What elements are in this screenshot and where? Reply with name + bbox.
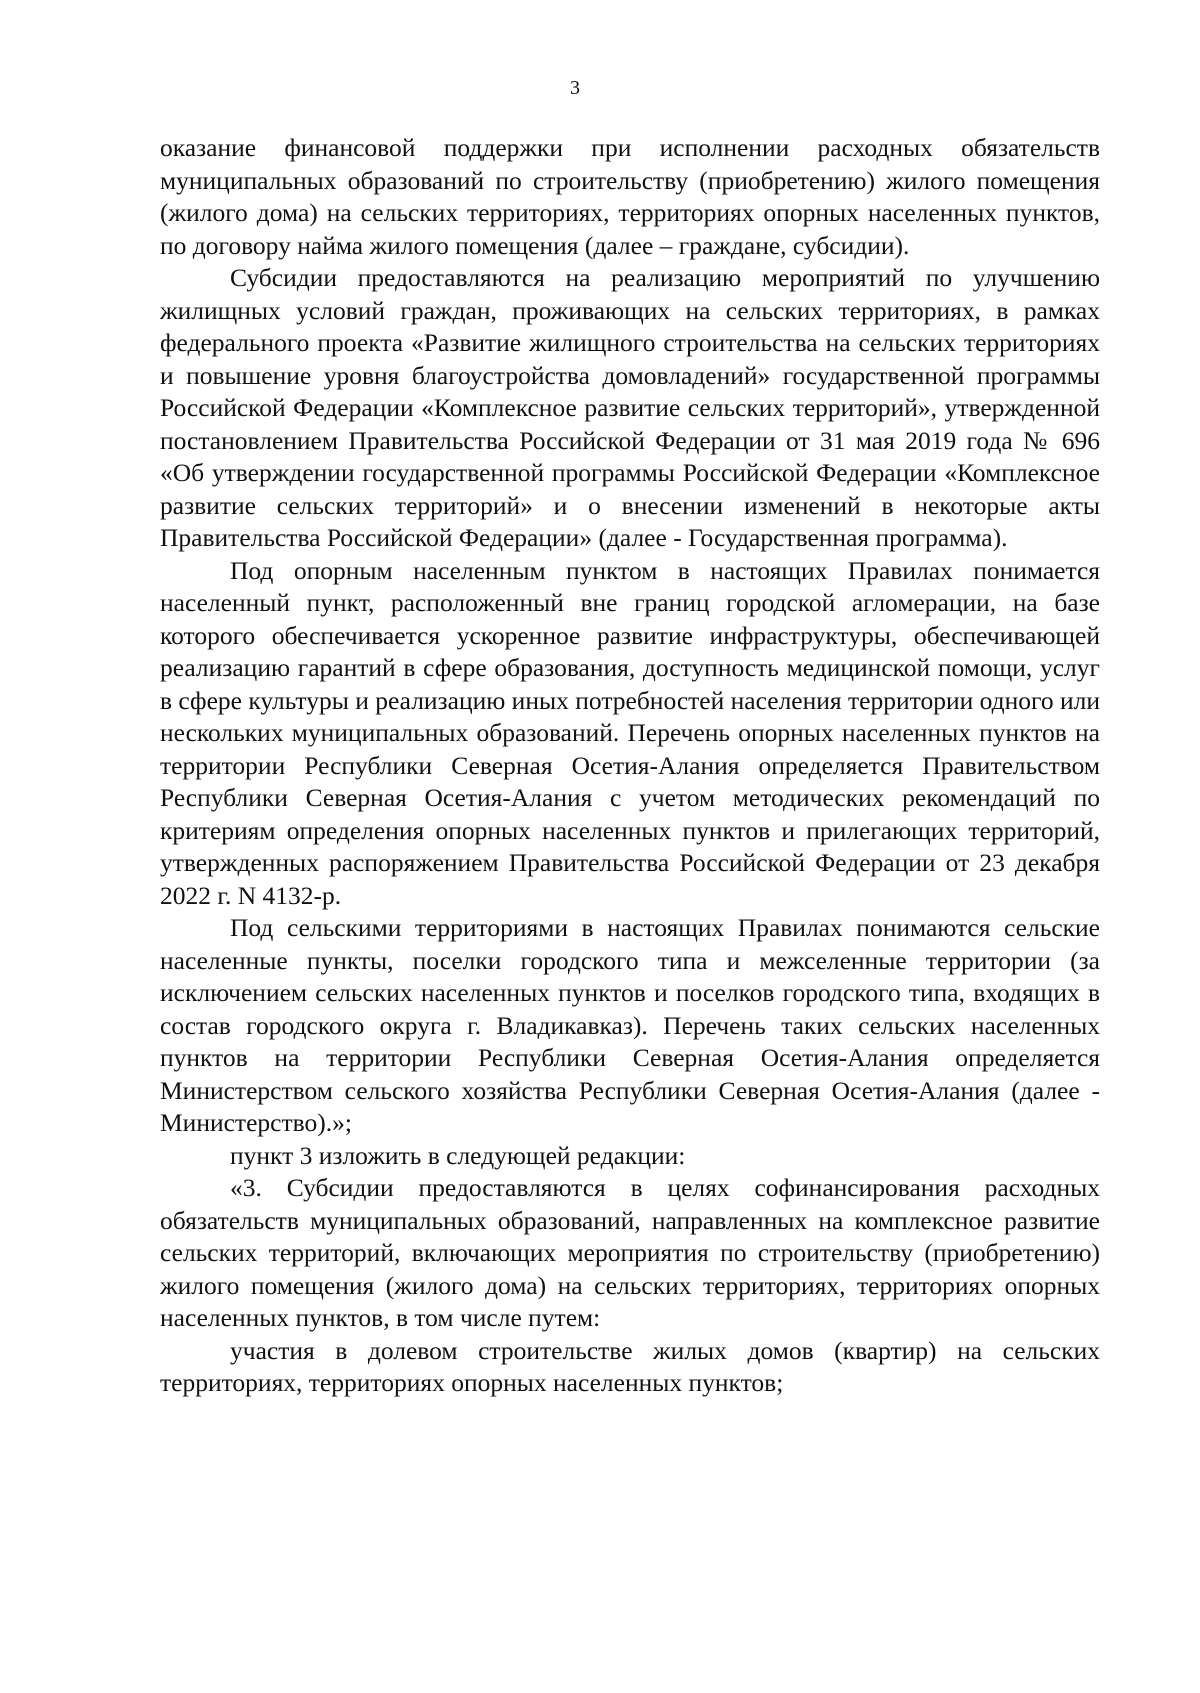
paragraph-support-settlement-definition: Под опорным населенным пунктом в настоящих Правилах понимается населенный пункт, расположенный вне границ городской агломерации, на базе которого обеспечивается ускоренное развитие инфраструктуры, обеспечивающей реализацию гарантий в сфере образования, доступность медицинской помощи, услуг в сфере культуры и реализацию иных потребностей населения территории одного или нескольких муниципальных образований. Перечень опорных населенных пунктов на территории Республики Северная Осетия-Алания определяется Правительством Республики Северная Осетия-Алания с учетом методических рекомендаций по критериям определения опорных населенных пунктов и прилегающих территорий, утвержденных распоряжением Правительства Российской Федерации от 23 декабря 2022 г. N 4132-р. [160, 555, 1100, 910]
paragraph-amendment-instruction: пункт 3 изложить в следующей редакции: [230, 1140, 686, 1170]
document-body [160, 132, 1100, 1400]
paragraph-rural-territories-definition: Под сельскими территориями в настоящих Правилах понимаются сельские населенные пункты, поселки городского типа и межселенные территории (за исключением сельских населенных пунктов и поселков городского типа, входящих в состав городского округа г. Владикавказ). Перечень таких сельских населенных пунктов на территории Республики Северная Осетия-Алания определяется Министерством сельского хозяйства Республики Северная Осетия-Алания (далее - Министерство).»; [160, 913, 1100, 1137]
page-number: 3 [570, 77, 580, 99]
paragraph-shared-construction: участия в долевом строительстве жилых домов (квартир) на сельских территориях, территориях опорных населенных пунктов; [160, 1335, 1100, 1397]
paragraph-clause-3: «3. Субсидии предоставляются в целях софинансирования расходных обязательств муниципальных образований, направленных на комплексное развитие сельских территорий, включающих мероприятия по строительству (приобретению) жилого помещения (жилого дома) на сельских территориях, территориях опорных населенных пунктов, в том числе путем: [160, 1173, 1100, 1332]
paragraph-subsidies-purpose: Субсидии предоставляются на реализацию мероприятий по улучшению жилищных условий граждан, проживающих на сельских территориях, в рамках федерального проекта «Развитие жилищного строительства на сельских территориях и повышение уровня благоустройства домовладений» государственной программы Российской Федерации «Комплексное развитие сельских территорий», утвержденной постановлением Правительства Российской Федерации от 31 мая 2019 года № 696 «Об утверждении государственной программы Российской Федерации «Комплексное развитие сельских территорий» и о внесении изменений в некоторые акты Правительства Российской Федерации» (далее - Государственная программа). [160, 263, 1100, 552]
paragraph-continuation: оказание финансовой поддержки при исполнении расходных обязательств муниципальных образований по строительству (приобретению) жилого помещения (жилого дома) на сельских территориях, территориях опорных населенных пунктов, по договору найма жилого помещения (далее – граждане, субсидии). [160, 133, 1100, 260]
